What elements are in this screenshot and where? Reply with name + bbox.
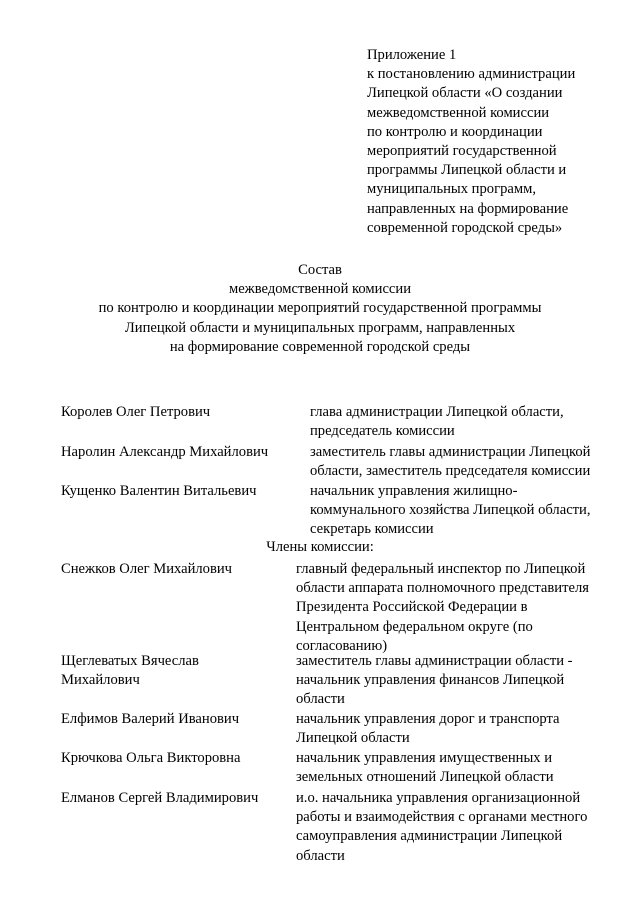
- member-role: заместитель главы администрации области - начальник управления финансов Липецкой области: [296, 653, 573, 708]
- member-name: Крючкова Ольга Викторовна: [61, 750, 241, 766]
- member-role: главный федеральный инспектор по Липецкой области аппарата полномочного представителя Президента Российской Федерации в Центральном федеральном округе (по согласованию): [296, 561, 589, 654]
- member-role: начальник управления имущественных и земельных отношений Липецкой области: [296, 750, 554, 786]
- member-name: Елманов Сергей Владимирович: [61, 790, 259, 806]
- member-name: Елфимов Валерий Иванович: [61, 711, 240, 727]
- member-role: начальник управления дорог и транспорта Липецкой области: [296, 711, 560, 747]
- member-name: Наролин Александр Михайлович: [61, 444, 269, 460]
- member-role: заместитель главы администрации Липецкой области, заместитель председателя комиссии: [310, 444, 591, 480]
- member-name: Щеглеватых Вячеслав Михайлович: [61, 653, 199, 689]
- appendix-block: Приложение 1 к постановлению администрации Липецкой области «О создании межведомственной комиссии по контролю и координации мероприятий государственной программы Липецкой области и муниципальных программ, направленных на формирование современной городской среды»: [367, 47, 576, 236]
- member-name: Королев Олег Петрович: [61, 404, 211, 420]
- member-role: глава администрации Липецкой области, председатель комиссии: [310, 404, 564, 440]
- member-role: и.о. начальника управления организационной работы и взаимодействия с органами местного самоуправления администрации Липецкой области: [296, 790, 588, 864]
- members-heading: Члены комиссии:: [266, 539, 374, 555]
- document-title: Состав межведомственной комиссии по контролю и координации мероприятий государственной программы Липецкой области и муниципальных программ, направленных на формирование современной городской среды: [98, 262, 542, 355]
- member-name: Кущенко Валентин Витальевич: [61, 483, 257, 499]
- member-name: Снежков Олег Михайлович: [61, 561, 233, 577]
- member-role: начальник управления жилищно- коммунального хозяйства Липецкой области, секретарь комиссии: [310, 483, 591, 538]
